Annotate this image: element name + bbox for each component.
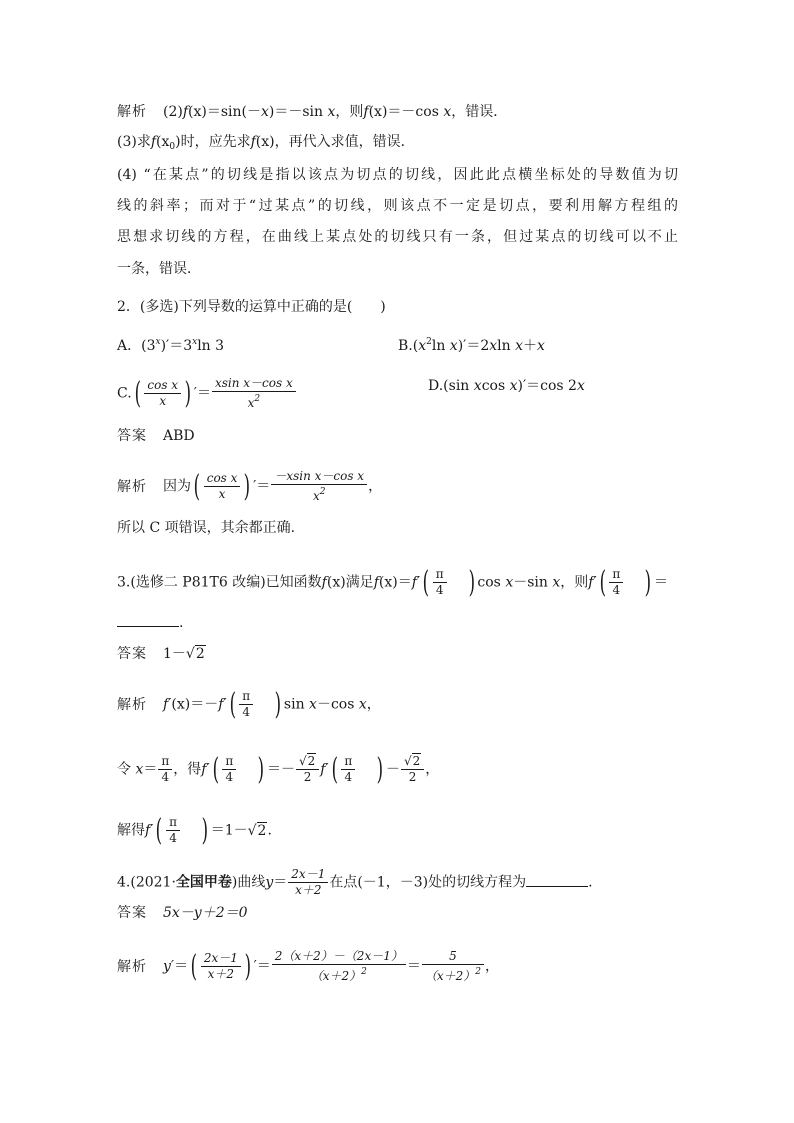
analysis-line-2: 解析 (2)f(x)＝sin(－x)＝－sin x，则f(x)＝－cos x，错误．	[117, 104, 508, 120]
answer-blank	[117, 614, 179, 627]
conclusion-2: 所以 C 项错误，其余都正确.	[117, 520, 296, 536]
analysis-line-4b: 线的斜率；而对于“过某点”的切线，则该点不一定是切点，要利用解方程组的	[117, 198, 678, 214]
option-c: C.( $\frac{\text{cos x}}{x}$ ) ′＝ $\frac{\text{xsin x－cos x}}{x^2}$	[117, 377, 297, 410]
analysis-3-line-1: 解析 f′(x)＝－f′( $\frac{\pi}{4}$ ) sin x－cos x，	[117, 686, 381, 722]
answer-2: 答案 ABD	[117, 428, 195, 444]
question-3-stem: 3.(选修二 P81T6 改编)已知函数f(x)满足f(x)＝f′( $\frac{\pi}{4}$ ) cos x－sin x，则f′( $\frac{\pi}{4}$ ) ＝	[117, 564, 668, 600]
analysis-label: 解析	[117, 104, 147, 120]
analysis-line-4c: 思想求切线的方程，在曲线上某点处的切线只有一条，但过某点的切线可以不止	[117, 229, 678, 245]
analysis-line-4d: 一条，错误．	[117, 261, 201, 277]
option-d: D.(sin xcos x)′＝cos 2x	[428, 378, 585, 394]
answer-blank	[526, 874, 588, 887]
answer-blank-3: .	[117, 614, 183, 632]
answer-4: 答案 5x－y＋2＝0	[117, 905, 248, 921]
option-a: A．$(3^x)'=3^x\ln$ 3	[117, 337, 225, 354]
analysis-line-4a: (4) “在某点”的切线是指以该点为切点的切线，因此此点横坐标处的导数值为切	[117, 167, 678, 183]
analysis-3-line-2: 令 x＝ $\frac{\pi}{4}$ ，得f′( $\frac{\pi}{4}$ ) ＝－ $\frac{√2}{2}$ f′( $\frac{\pi}{4}$ ) － $\frac{√2}{2}$ ，	[117, 751, 440, 787]
question-2-stem: 2．(多选)下列导数的运算中正确的是( )	[117, 299, 386, 315]
analysis-4: 解析 y′＝( $\frac{2x-1}{x+2}$ ) ′＝ $\frac{2(x+2)-(2x-1)}{(x+2)^2}$ ＝ $\frac{5}{(x+2)^2}$ ，	[117, 948, 499, 984]
analysis-line-3: (3)求$f(x_0)$时，应先求f(x)，再代入求值，错误．	[117, 134, 415, 152]
answer-3: 答案 1－√2	[117, 646, 205, 662]
option-b: $B.(x^2\ln$ x)′＝2xln x＋x	[398, 337, 545, 354]
analysis-3-line-3: 解得f′( $\frac{\pi}{4}$ ) ＝1－√2.	[117, 812, 272, 848]
analysis-2: 解析 因为( $\frac{\text{cos x}}{x}$ ) ′＝ $\frac{\text{－xsin x－cos x}}{x^2}$ ，	[117, 468, 383, 504]
question-4-stem: 4.(2021·全国甲卷)曲线y＝ $\frac{2x-1}{x+2}$ 在点(－1，－3)处的切线方程为 .	[117, 867, 593, 897]
answer-label: 答案	[117, 428, 147, 444]
